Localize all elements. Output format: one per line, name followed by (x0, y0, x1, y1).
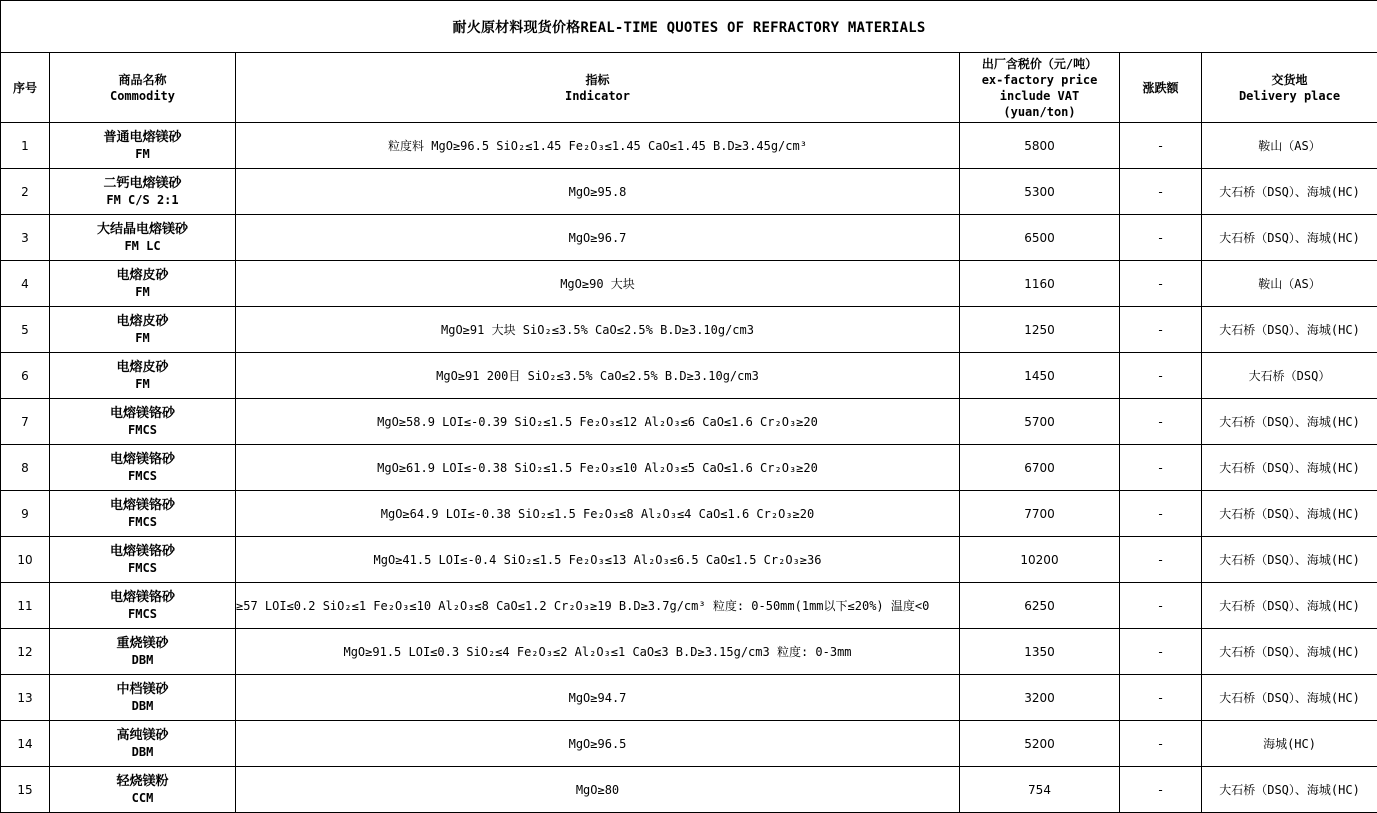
row-indicator (236, 215, 960, 261)
table-row (1, 307, 1377, 353)
table-row (1, 491, 1377, 537)
row-delivery: 大石桥（DSQ）、海城(HC) (1202, 583, 1377, 629)
row-seq: 13 (1, 675, 50, 721)
commodity-name-en: FM LC (124, 238, 161, 253)
table-row (1, 215, 1377, 261)
row-price: 1450 (960, 353, 1120, 399)
row-change: - (1120, 261, 1202, 307)
table-row (1, 583, 1377, 629)
indicator-text: MgO≥91 200目 SiO₂≤3.5% CaO≤2.5% B.D≥3.10g/cm3 (436, 369, 759, 383)
table-row (1, 399, 1377, 445)
table-row (1, 169, 1377, 215)
row-commodity (50, 169, 236, 215)
indicator-text: MgO≥91.5 LOI≤0.3 SiO₂≤4 Fe₂O₃≤2 Al₂O₃≤1 CaO≤3 B.D≥3.15g/cm3 粒度: 0-3mm (343, 645, 852, 659)
commodity-name-cn: 普通电熔镁砂 (103, 129, 182, 145)
row-indicator (236, 675, 960, 721)
row-delivery: 大石桥（DSQ）、海城(HC) (1202, 215, 1377, 261)
row-price: 3200 (960, 675, 1120, 721)
table-row (1, 767, 1377, 813)
row-seq: 8 (1, 445, 50, 491)
commodity-name-cn: 电熔皮砂 (116, 267, 169, 283)
row-seq: 3 (1, 215, 50, 261)
row-change: - (1120, 583, 1202, 629)
indicator-text: MgO≥95.8 (568, 184, 627, 199)
commodity-name-en: DBM (131, 744, 154, 759)
row-indicator (236, 123, 960, 169)
commodity-name-cn: 二钙电熔镁砂 (103, 175, 182, 191)
indicator-text: MgO≥91 大块 SiO₂≤3.5% CaO≤2.5% B.D≥3.10g/cm3 (441, 323, 754, 337)
commodity-name-en: FM C/S 2:1 (106, 192, 179, 207)
indicator-text: MgO≥96.7 (568, 230, 627, 245)
header-change: 涨跌额 (1120, 53, 1202, 123)
row-delivery: 海城(HC) (1202, 721, 1377, 767)
row-change: - (1120, 675, 1202, 721)
commodity-name-en: FM (135, 376, 150, 391)
header-row (1, 53, 1377, 123)
indicator-text: 粒度料 MgO≥96.5 SiO₂≤1.45 Fe₂O₃≤1.45 CaO≤1.45 B.D≥3.45g/cm³ (388, 139, 807, 153)
commodity-name-en: FMCS (128, 422, 157, 437)
indicator-text: MgO≥96.5 (568, 736, 627, 751)
row-change: - (1120, 307, 1202, 353)
row-indicator (236, 169, 960, 215)
commodity-name-en: CCM (131, 790, 154, 805)
row-price: 6500 (960, 215, 1120, 261)
row-delivery: 鞍山（AS） (1202, 123, 1377, 169)
row-change: - (1120, 491, 1202, 537)
header-price: 出厂含税价（元/吨） ex-factory price include VAT (yuan/ton) (960, 53, 1120, 123)
row-change: - (1120, 537, 1202, 583)
row-commodity (50, 721, 236, 767)
row-indicator (236, 583, 960, 629)
commodity-name-en: FM (135, 284, 150, 299)
row-delivery: 大石桥（DSQ）、海城(HC) (1202, 445, 1377, 491)
row-indicator (236, 767, 960, 813)
indicator-text: MgO≥80 (575, 782, 620, 797)
row-seq: 1 (1, 123, 50, 169)
commodity-name-cn: 高纯镁砂 (116, 727, 169, 743)
row-commodity (50, 307, 236, 353)
row-change: - (1120, 445, 1202, 491)
row-commodity (50, 629, 236, 675)
row-seq: 9 (1, 491, 50, 537)
row-change: - (1120, 353, 1202, 399)
header-seq: 序号 (1, 53, 50, 123)
commodity-name-cn: 电熔镁铬砂 (109, 405, 175, 421)
indicator-text: ≥57 LOI≤0.2 SiO₂≤1 Fe₂O₃≤10 Al₂O₃≤8 CaO≤1.2 Cr₂O₃≥19 B.D≥3.7g/cm³ 粒度: 0-50mm(1mm以下≤20%) 温度<0 (236, 599, 930, 613)
commodity-name-cn: 电熔镁铬砂 (109, 497, 175, 513)
row-commodity (50, 399, 236, 445)
header-commodity: 商品名称 Commodity (50, 53, 236, 123)
commodity-name-cn: 电熔镁铬砂 (109, 543, 175, 559)
row-commodity (50, 583, 236, 629)
row-indicator (236, 307, 960, 353)
row-indicator (236, 445, 960, 491)
row-commodity (50, 261, 236, 307)
indicator-text: MgO≥64.9 LOI≤-0.38 SiO₂≤1.5 Fe₂O₃≤8 Al₂O₃≤4 CaO≤1.6 Cr₂O₃≥20 (380, 506, 815, 521)
commodity-name-cn: 电熔镁铬砂 (109, 451, 175, 467)
row-delivery: 大石桥（DSQ）、海城(HC) (1202, 767, 1377, 813)
row-delivery: 大石桥（DSQ）、海城(HC) (1202, 399, 1377, 445)
row-change: - (1120, 629, 1202, 675)
row-seq: 4 (1, 261, 50, 307)
commodity-name-en: FMCS (128, 468, 157, 483)
commodity-name-cn: 电熔皮砂 (116, 359, 169, 375)
header-delivery: 交货地 Delivery place (1202, 53, 1377, 123)
indicator-text: MgO≥61.9 LOI≤-0.38 SiO₂≤1.5 Fe₂O₃≤10 Al₂O₃≤5 CaO≤1.6 Cr₂O₃≥20 (377, 460, 818, 475)
row-delivery: 大石桥（DSQ）、海城(HC) (1202, 537, 1377, 583)
row-indicator (236, 353, 960, 399)
indicator-text: MgO≥58.9 LOI≤-0.39 SiO₂≤1.5 Fe₂O₃≤12 Al₂O₃≤6 CaO≤1.6 Cr₂O₃≥20 (377, 414, 818, 429)
commodity-name-en: FMCS (128, 606, 157, 621)
row-seq: 15 (1, 767, 50, 813)
row-indicator (236, 721, 960, 767)
row-commodity (50, 767, 236, 813)
indicator-text: MgO≥94.7 (568, 690, 627, 705)
row-delivery: 大石桥（DSQ）、海城(HC) (1202, 629, 1377, 675)
table-row (1, 261, 1377, 307)
table-row (1, 537, 1377, 583)
row-seq: 6 (1, 353, 50, 399)
row-indicator (236, 399, 960, 445)
row-seq: 5 (1, 307, 50, 353)
sheet-title: 耐火原材料现货价格REAL-TIME QUOTES OF REFRACTORY MATERIALS (1, 1, 1377, 53)
commodity-name-cn: 中档镁砂 (116, 681, 169, 697)
row-change: - (1120, 215, 1202, 261)
row-price: 6250 (960, 583, 1120, 629)
table-row (1, 721, 1377, 767)
row-delivery: 大石桥（DSQ） (1202, 353, 1377, 399)
row-indicator (236, 491, 960, 537)
indicator-text: MgO≥41.5 LOI≤-0.4 SiO₂≤1.5 Fe₂O₃≤13 Al₂O₃≤6.5 CaO≤1.5 Cr₂O₃≥36 (373, 552, 822, 567)
row-commodity (50, 445, 236, 491)
row-price: 754 (960, 767, 1120, 813)
row-price: 1350 (960, 629, 1120, 675)
row-seq: 7 (1, 399, 50, 445)
row-delivery: 大石桥（DSQ）、海城(HC) (1202, 491, 1377, 537)
row-delivery: 鞍山（AS） (1202, 261, 1377, 307)
row-change: - (1120, 123, 1202, 169)
commodity-name-cn: 轻烧镁粉 (116, 773, 169, 789)
table-row (1, 123, 1377, 169)
row-seq: 11 (1, 583, 50, 629)
commodity-name-en: FM (135, 330, 150, 345)
commodity-name-en: FM (135, 146, 150, 161)
row-delivery: 大石桥（DSQ）、海城(HC) (1202, 169, 1377, 215)
row-price: 6700 (960, 445, 1120, 491)
commodity-name-en: DBM (131, 698, 154, 713)
row-commodity (50, 123, 236, 169)
commodity-name-en: FMCS (128, 560, 157, 575)
row-delivery: 大石桥（DSQ）、海城(HC) (1202, 675, 1377, 721)
row-change: - (1120, 399, 1202, 445)
row-commodity (50, 537, 236, 583)
row-indicator (236, 537, 960, 583)
commodity-name-cn: 电熔镁铬砂 (109, 589, 175, 605)
row-delivery: 大石桥（DSQ）、海城(HC) (1202, 307, 1377, 353)
row-commodity (50, 675, 236, 721)
table-row (1, 629, 1377, 675)
table-body (1, 123, 1377, 813)
commodity-name-cn: 重烧镁砂 (116, 635, 169, 651)
row-price: 7700 (960, 491, 1120, 537)
row-commodity (50, 353, 236, 399)
indicator-text: MgO≥90 大块 (560, 277, 635, 291)
row-change: - (1120, 169, 1202, 215)
row-price: 5700 (960, 399, 1120, 445)
row-price: 10200 (960, 537, 1120, 583)
row-commodity (50, 491, 236, 537)
header-indicator: 指标 Indicator (236, 53, 960, 123)
row-seq: 10 (1, 537, 50, 583)
row-price: 5200 (960, 721, 1120, 767)
table-row (1, 353, 1377, 399)
row-commodity (50, 215, 236, 261)
row-indicator (236, 629, 960, 675)
commodity-name-cn: 大结晶电熔镁砂 (96, 221, 188, 237)
table-row (1, 445, 1377, 491)
table-row (1, 675, 1377, 721)
row-price: 5800 (960, 123, 1120, 169)
row-seq: 14 (1, 721, 50, 767)
row-price: 1250 (960, 307, 1120, 353)
row-change: - (1120, 721, 1202, 767)
row-price: 5300 (960, 169, 1120, 215)
commodity-name-en: FMCS (128, 514, 157, 529)
row-price: 1160 (960, 261, 1120, 307)
commodity-name-en: DBM (131, 652, 154, 667)
row-seq: 2 (1, 169, 50, 215)
row-indicator (236, 261, 960, 307)
row-change: - (1120, 767, 1202, 813)
row-seq: 12 (1, 629, 50, 675)
commodity-name-cn: 电熔皮砂 (116, 313, 169, 329)
